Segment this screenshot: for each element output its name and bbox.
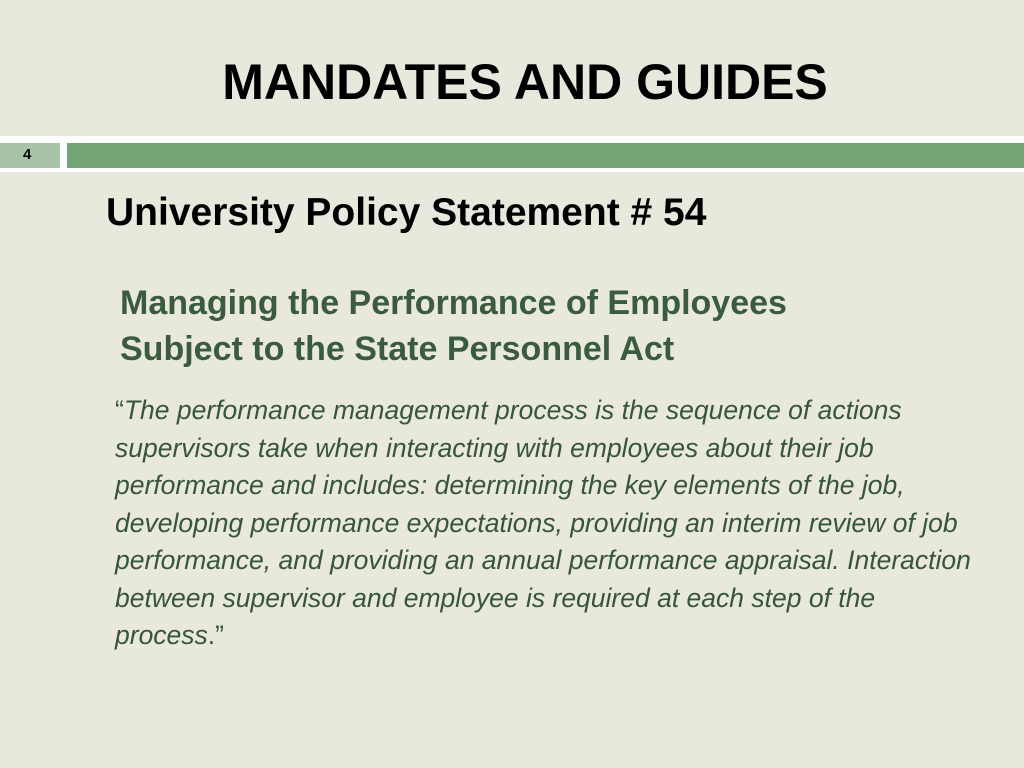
policy-subheading-line-2: Subject to the State Personnel Act xyxy=(120,330,675,368)
quote-close-mark: .” xyxy=(207,620,224,650)
policy-subheading-line-1: Managing the Performance of Employees xyxy=(120,284,787,322)
slide-title: MANDATES AND GUIDES xyxy=(222,54,828,110)
slide-number: 4 xyxy=(23,146,32,163)
policy-subheading xyxy=(120,280,1000,372)
policy-quote xyxy=(115,392,975,655)
quote-open-mark: “ xyxy=(115,395,124,425)
policy-heading: University Policy Statement # 54 xyxy=(106,191,707,234)
accent-bar xyxy=(67,143,1024,168)
quote-text: The performance management process is the sequence of actions supervisors take when interacting with employees about their job performance and includes: determining the key elements of the job, developing performance expectations, providing an interim review of job performance, and providing an annual performance appraisal. Interaction between supervisor and employee is required at each step of the process xyxy=(115,395,971,650)
